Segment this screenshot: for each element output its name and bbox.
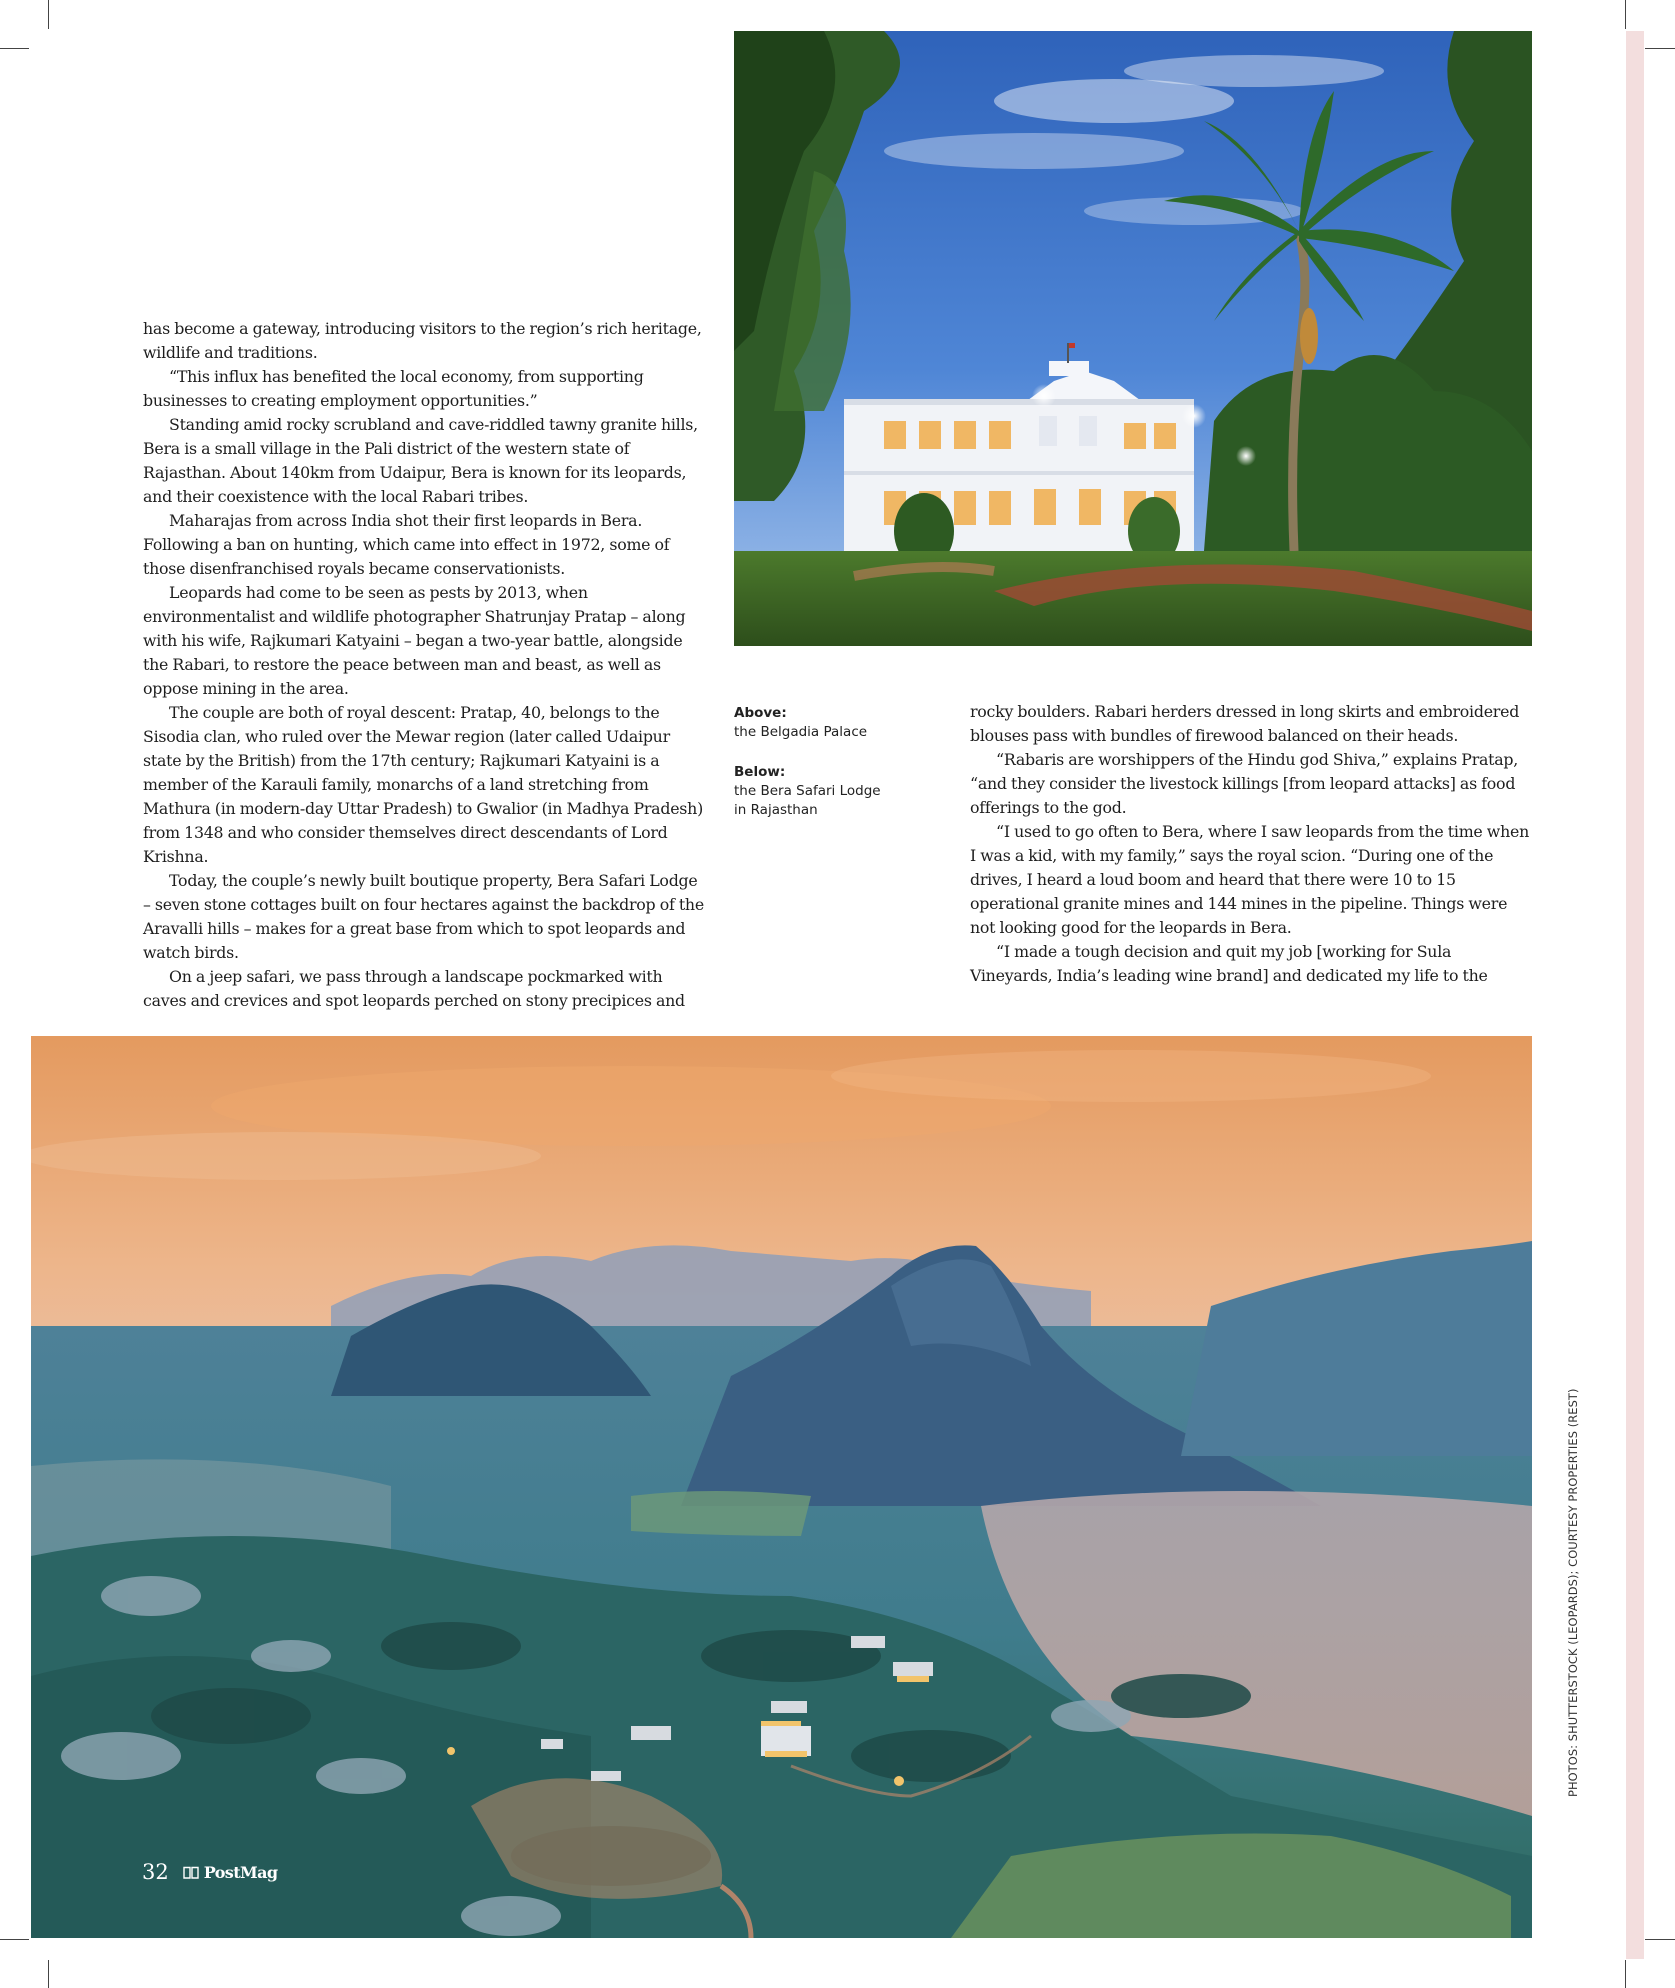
caption-below-label: Below: <box>734 764 786 780</box>
crop-mark <box>48 0 49 29</box>
caption-above <box>734 704 894 742</box>
belgadia-palace-photo <box>734 31 1532 646</box>
caption-above-label: Above: <box>734 705 787 721</box>
article-left-column <box>143 317 704 1013</box>
magazine-name: PostMag <box>203 1862 278 1882</box>
article-paragraph: On a jeep safari, we pass through a landscape pockmarked with caves and crevices and spot leopards perched on stony precipices and <box>143 967 685 1010</box>
book-icon <box>183 1866 199 1879</box>
article-paragraph: rocky boulders. Rabari herders dressed in long skirts and embroidered blouses pass with bundles of firewood balanced on their heads. <box>970 702 1520 745</box>
crop-mark <box>0 1939 29 1940</box>
crop-mark <box>1645 48 1675 49</box>
article-paragraph: Today, the couple’s newly built boutique property, Bera Safari Lodge – seven stone cottages built on four hectares against the backdrop of the Aravalli hills – makes for a great base from which to spot leopards and watch birds. <box>143 871 704 962</box>
bera-safari-lodge-photo <box>31 1036 1532 1938</box>
page-number: 32 <box>142 1860 169 1884</box>
caption-above-text: the Belgadia Palace <box>734 724 868 740</box>
article-paragraph: Standing amid rocky scrubland and cave-riddled tawny granite hills, Bera is a small village in the Pali district of the western state of Rajasthan. About 140km from Udaipur, Bera is known for its leopards, and their coexistence with the local Rabari tribes. <box>143 415 698 506</box>
crop-mark <box>0 48 29 49</box>
caption-below <box>734 763 894 820</box>
photo-credit: PHOTOS: SHUTTERSTOCK (LEOPARDS); COURTESY PROPERTIES (REST) <box>1566 1388 1580 1797</box>
article-paragraph: The couple are both of royal descent: Pratap, 40, belongs to the Sisodia clan, who ruled over the Mewar region (later called Udaipur state by the British) from the 17th century; Rajkumari Katyaini is a member of the Karauli family, monarchs of a land stretching from Mathura (in modern-day Uttar Pradesh) to Gwalior (in Madhya Pradesh) from 1348 and who consider themselves direct descendants of Lord Krishna. <box>143 703 703 866</box>
article-paragraph: “I made a tough decision and quit my job [working for Sula Vineyards, India’s leading wine brand] and dedicated my life to the <box>970 942 1488 985</box>
article-paragraph: Leopards had come to be seen as pests by 2013, when environmentalist and wildlife photographer Shatrunjay Pratap – along with his wife, Rajkumari Katyaini – began a two-year battle, alongside the Rabari, to restore the peace between man and beast, as well as oppose mining in the area. <box>143 583 686 698</box>
article-paragraph: Maharajas from across India shot their first leopards in Bera. Following a ban on hunting, which came into effect in 1972, some of those disenfranchised royals became conservationists. <box>143 511 670 578</box>
article-paragraph: “This influx has benefited the local economy, from supporting businesses to creating employment opportunities.” <box>143 367 644 410</box>
crop-mark <box>1625 0 1626 29</box>
crop-mark <box>48 1960 49 1988</box>
crop-mark <box>1625 1960 1626 1988</box>
article-paragraph: “Rabaris are worshippers of the Hindu god Shiva,” explains Pratap, “and they consider the livestock killings [from leopard attacks] as food offerings to the god. <box>970 750 1519 817</box>
article-paragraph: “I used to go often to Bera, where I saw leopards from the time when I was a kid, with my family,” says the royal scion. “During one of the drives, I heard a loud boom and heard that there were 10 to 15 operational granite mines and 144 mines in the pipeline. Things were not looking good for the leopards in Bera. <box>970 822 1530 937</box>
article-paragraph: has become a gateway, introducing visitors to the region’s rich heritage, wildlife and traditions. <box>143 319 702 362</box>
magazine-logo <box>183 1863 278 1882</box>
folio <box>142 1860 277 1884</box>
article-right-column <box>970 700 1533 988</box>
crop-mark <box>1645 1939 1675 1940</box>
page-edge-strip <box>1626 31 1644 1959</box>
caption-below-text: the Bera Safari Lodge in Rajasthan <box>734 783 881 818</box>
